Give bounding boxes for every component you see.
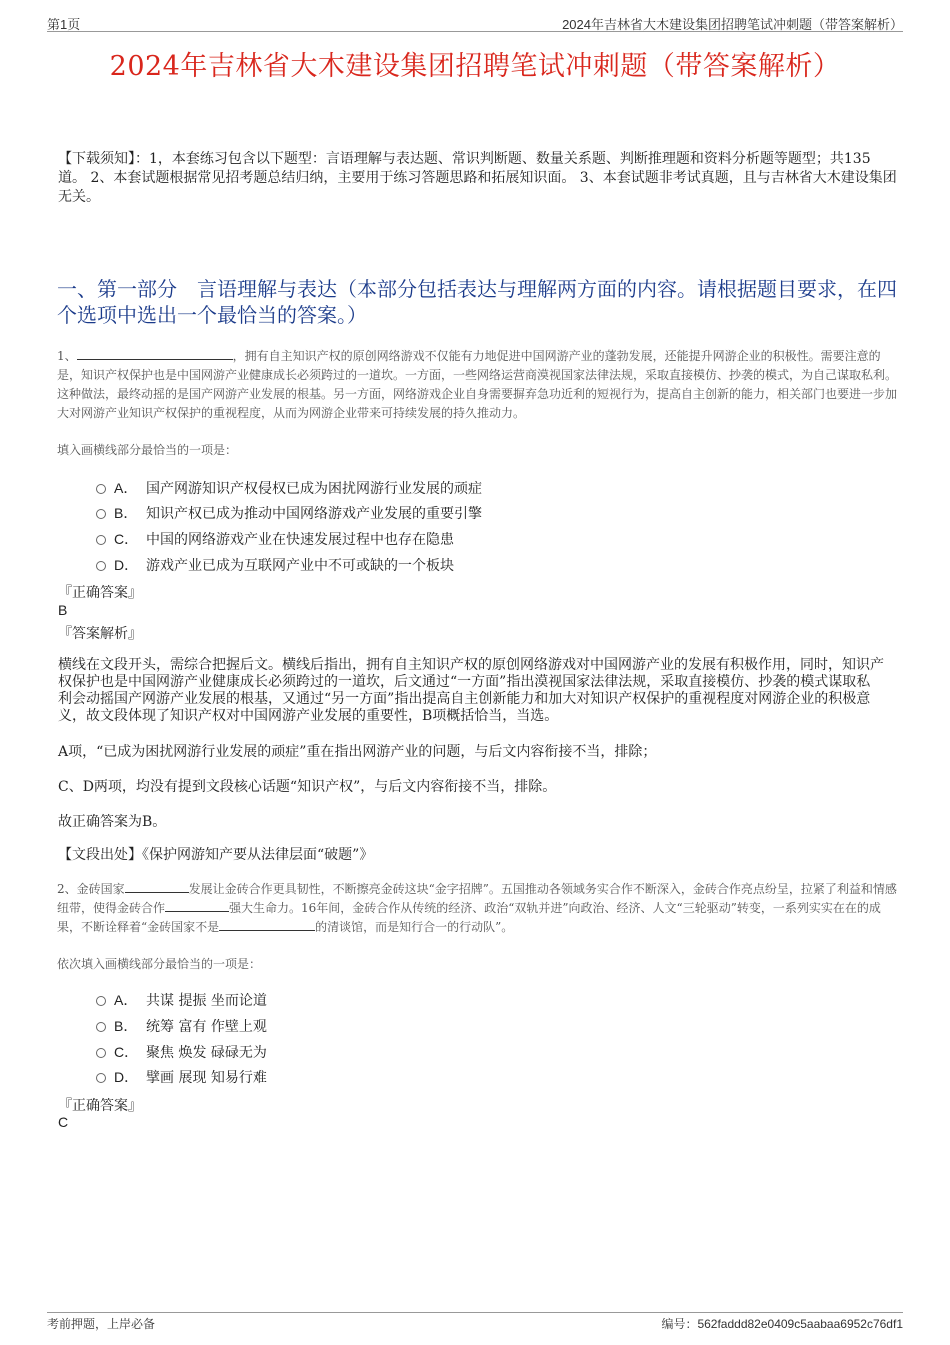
question-2-stem: 2、金砖国家 发展让金砖合作更具韧性，不断擦亮金砖这块“金字招牌”。五国推动各领域务实合作不断深入，金砖合作亮点纷呈，拉紧了利益和情感纽带，使得金砖合作 强大生命力。16年间，金砖合作从传统的经济、政治“双轨并进”向政治、经济、人文“三轮驱动”转变，一系列实实在在的成果，不断诠释着“金砖国家不是 的清谈馆，而是知行合一的行动队”。 bbox=[57, 882, 897, 934]
question-1-text: ，拥有自主知识产权的原创网络游戏不仅能有力地促进中国网游产业的蓬勃发展，还能提升网游企业的积极性。需要注意的是，知识产权保护也是中国网游产业健康成长必须跨过的一道坎。一方面，一些网络运营商漠视国家法律法规，采取直接模仿、抄袭的模式，为自己谋取私利。这种做法，最终动摇的是国产网游产业发展的根基。另一方面，网络游戏企业自身需要摒弃急功近利的短视行为，提高自主创新的能力，相关部门也要进一步加大对网游产业知识产权保护的重视程度，从而为网游企业带来可持续发展的持久推动力。 bbox=[57, 349, 898, 420]
download-notice: 【下载须知】：1，本套练习包含以下题型：言语理解与表达题、常识判断题、数量关系题、判断推理题和资料分析题等题型；共135道。 2、本套试题根据常见招考题总结归纳，主要用于练习答题思路和拓展知识面。 3、本套试题非考试真题，且与吉林省大木建设集团无关。 bbox=[58, 151, 897, 205]
answer-blank bbox=[165, 899, 229, 912]
q1-option-b[interactable]: B． 知识产权已成为推动中国网络游戏产业发展的重要引擎 bbox=[96, 503, 482, 523]
radio-icon[interactable] bbox=[96, 1048, 106, 1058]
radio-icon[interactable] bbox=[96, 484, 106, 494]
answer-blank bbox=[77, 347, 233, 360]
q1-conclusion: 故正确答案为B。 bbox=[58, 814, 167, 830]
q1-option-c[interactable]: C． 中国的网络游戏产业在快速发展过程中也存在隐患 bbox=[96, 529, 454, 549]
answer-blank bbox=[125, 880, 189, 893]
q2-option-c[interactable]: C． 聚焦 焕发 碌碌无为 bbox=[96, 1042, 267, 1062]
radio-icon[interactable] bbox=[96, 996, 106, 1006]
q1-answer: B bbox=[58, 602, 68, 618]
q1-analysis-paragraph: 横线在文段开头，需综合把握后文。横线后指出，拥有自主知识产权的原创网络游戏对中国网游产业的发展有积极作用，同时，知识产权保护也是中国网游产业健康成长必须跨过的一道坎，后文通过“一方面”指出漠视国家法律法规，采取直接模仿、抄袭的模式谋取私利会动摇国产网游产业发展的根基，又通过“另一方面”指出提高自主创新能力和加大对知识产权保护的重视程度对网游企业的积极意义，故文段体现了知识产权对中国网游产业发展的重要性，B项概括恰当，当选。 bbox=[58, 657, 884, 724]
q1-analysis-option-a: A项，“已成为困扰网游行业发展的顽症”重在指出网游产业的问题，与后文内容衔接不当，排除； bbox=[58, 744, 657, 760]
doc-code: 562faddd82e0409c5aabaa6952c76df1 bbox=[697, 1317, 903, 1331]
radio-icon[interactable] bbox=[96, 535, 106, 545]
radio-icon[interactable] bbox=[96, 1073, 106, 1083]
q2-answer: C bbox=[58, 1114, 69, 1130]
footer-divider bbox=[47, 1312, 903, 1313]
section-heading: 一、第一部分 言语理解与表达（本部分包括表达与理解两方面的内容。请根据题目要求，在四个选项中选出一个最恰当的答案。） bbox=[57, 277, 897, 327]
radio-icon[interactable] bbox=[96, 561, 106, 571]
answer-blank bbox=[219, 918, 315, 931]
q1-answer-label: 『正确答案』 bbox=[58, 585, 142, 601]
q1-option-a[interactable]: A． 国产网游知识产权侵权已成为困扰网游行业发展的顽症 bbox=[96, 478, 482, 498]
question-1-prompt: 填入画横线部分最恰当的一项是： bbox=[57, 443, 238, 457]
q2-option-d[interactable]: D． 擘画 展现 知易行难 bbox=[96, 1067, 267, 1087]
radio-icon[interactable] bbox=[96, 509, 106, 519]
footer-slogan: 考前押题，上岸必备 bbox=[47, 1317, 156, 1331]
question-1-stem bbox=[57, 347, 899, 423]
q2-option-a[interactable]: A． 共谋 提振 坐而论道 bbox=[96, 990, 267, 1010]
header-divider bbox=[47, 31, 903, 32]
q2-answer-label: 『正确答案』 bbox=[58, 1098, 142, 1114]
q2-option-b[interactable]: B． 统筹 富有 作壁上观 bbox=[96, 1016, 267, 1036]
q1-source: 【文段出处】《保护网游知产要从法律层面“破题”》 bbox=[58, 847, 374, 863]
question-2-number: 2、 bbox=[57, 882, 77, 896]
q1-analysis-label: 『答案解析』 bbox=[58, 626, 142, 642]
radio-icon[interactable] bbox=[96, 1022, 106, 1032]
q1-analysis-option-cd: C、D两项，均没有提到文段核心话题“知识产权”，与后文内容衔接不当，排除。 bbox=[58, 779, 557, 795]
header-doc-title: 2024年吉林省大木建设集团招聘笔试冲刺题（带答案解析） bbox=[562, 17, 903, 32]
footer-doc-code: 编号：562faddd82e0409c5aabaa6952c76df1 bbox=[661, 1317, 903, 1331]
question-1-number: 1、 bbox=[57, 349, 77, 363]
q1-option-d[interactable]: D． 游戏产业已成为互联网产业中不可或缺的一个板块 bbox=[96, 555, 454, 575]
page-title: 2024年吉林省大木建设集团招聘笔试冲刺题（带答案解析） bbox=[109, 51, 841, 82]
page-number: 第1页 bbox=[47, 17, 81, 32]
question-2-prompt: 依次填入画横线部分最恰当的一项是： bbox=[57, 957, 262, 971]
